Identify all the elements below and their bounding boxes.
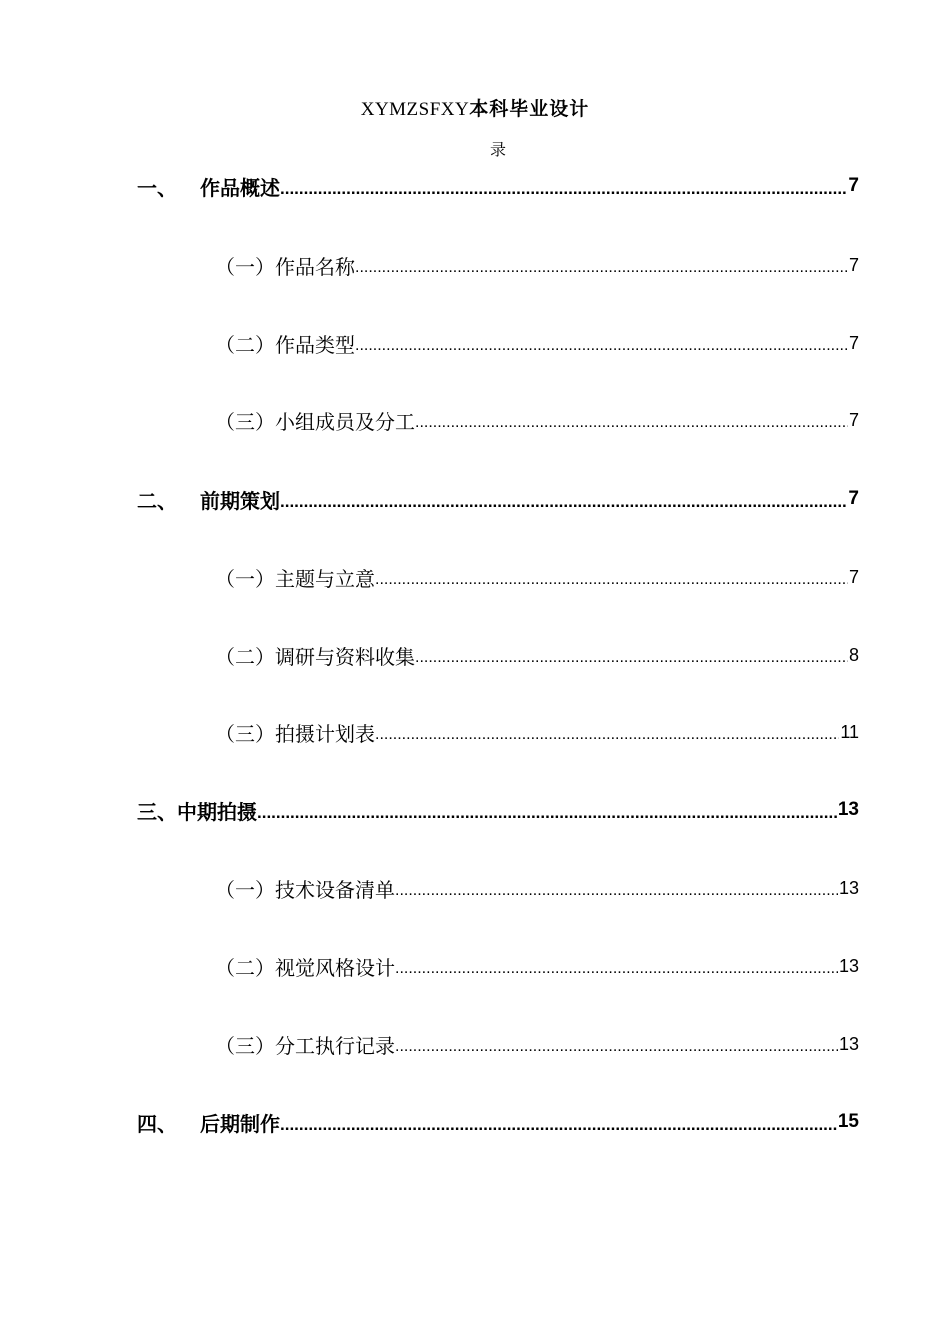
toc-entry-number: （三） <box>215 409 275 434</box>
toc-entry-number: （二） <box>215 955 275 980</box>
toc-entry-title: 作品概述 <box>200 175 280 200</box>
toc-entry-2-3[interactable] <box>215 717 859 747</box>
toc-entry-1-1[interactable] <box>215 250 859 280</box>
toc-leader-dots <box>280 484 847 514</box>
toc-leader-dots <box>257 795 837 825</box>
toc-entry-page: 13 <box>837 799 859 820</box>
header-title: 本科毕业设计 <box>469 98 590 120</box>
toc-entry-number: （二） <box>215 644 275 669</box>
toc-heading: 录 <box>489 140 506 159</box>
toc-entry-title: 主题与立意 <box>275 566 375 591</box>
toc-entry-page: 15 <box>837 1111 859 1132</box>
toc-entry-page: 13 <box>838 1033 859 1054</box>
document-header <box>0 96 950 123</box>
toc-leader-dots <box>395 873 838 903</box>
toc-entry-title: 作品名称 <box>275 254 355 279</box>
toc-entry-page: 7 <box>848 332 859 353</box>
toc-entry-title: 视觉风格设计 <box>275 955 395 980</box>
toc-entry-page: 13 <box>838 877 859 898</box>
toc-entry-number: （三） <box>215 721 275 746</box>
toc-entry-page: 11 <box>840 721 859 742</box>
toc-leader-dots <box>355 328 848 358</box>
toc-entry-page: 7 <box>848 254 859 275</box>
toc-entry-page: 13 <box>838 955 859 976</box>
toc-entry-section-4[interactable] <box>137 1107 859 1137</box>
toc-entry-title: 拍摄计划表 <box>275 721 375 746</box>
toc-entry-page: 7 <box>848 488 859 509</box>
toc-entry-number: （一） <box>215 877 275 902</box>
toc-leader-dots <box>280 1107 837 1137</box>
toc-entry-number: 三、 <box>137 799 177 824</box>
toc-leader-dots <box>395 951 838 981</box>
toc-entry-page: 8 <box>848 644 859 665</box>
toc-entry-page: 7 <box>848 175 859 196</box>
toc-entry-title: 作品类型 <box>275 332 355 357</box>
toc-leader-dots <box>355 250 848 280</box>
toc-entry-2-2[interactable] <box>215 640 859 670</box>
toc-entry-title: 调研与资料收集 <box>275 644 415 669</box>
toc-entry-3-2[interactable] <box>215 951 859 981</box>
toc-entry-number: （一） <box>215 254 275 279</box>
toc-entry-title: 中期拍摄 <box>177 799 257 824</box>
toc-entry-number: （三） <box>215 1033 275 1058</box>
toc-leader-dots <box>395 1029 838 1059</box>
toc-entry-3-3[interactable] <box>215 1029 859 1059</box>
toc-entry-number: （二） <box>215 332 275 357</box>
toc-entry-number: 一、 <box>137 175 177 200</box>
toc-leader-dots <box>415 405 848 435</box>
toc-entry-page: 7 <box>848 566 859 587</box>
toc-leader-dots <box>375 717 839 747</box>
toc-entry-section-2[interactable] <box>137 484 859 514</box>
toc-entry-1-2[interactable] <box>215 328 859 358</box>
toc-entry-title: 分工执行记录 <box>275 1033 395 1058</box>
toc-entry-section-1[interactable] <box>137 171 859 201</box>
toc-entry-title: 技术设备清单 <box>275 877 395 902</box>
toc-leader-dots <box>415 640 848 670</box>
toc-entry-1-3[interactable] <box>215 405 859 435</box>
toc-entry-page: 7 <box>848 409 859 430</box>
toc-entry-title: 后期制作 <box>200 1111 280 1136</box>
toc-entry-title: 小组成员及分工 <box>275 409 415 434</box>
toc-entry-title: 前期策划 <box>200 488 280 513</box>
toc-entry-2-1[interactable] <box>215 562 859 592</box>
toc-leader-dots <box>280 171 847 201</box>
header-code: XYMZSFXY <box>360 99 470 120</box>
toc-entry-number: 四、 <box>137 1111 177 1136</box>
toc-entry-number: （一） <box>215 566 275 591</box>
toc-entry-3-1[interactable] <box>215 873 859 903</box>
toc-entry-number: 二、 <box>137 488 177 513</box>
toc-leader-dots <box>375 562 848 592</box>
toc-entry-section-3[interactable] <box>137 795 859 825</box>
